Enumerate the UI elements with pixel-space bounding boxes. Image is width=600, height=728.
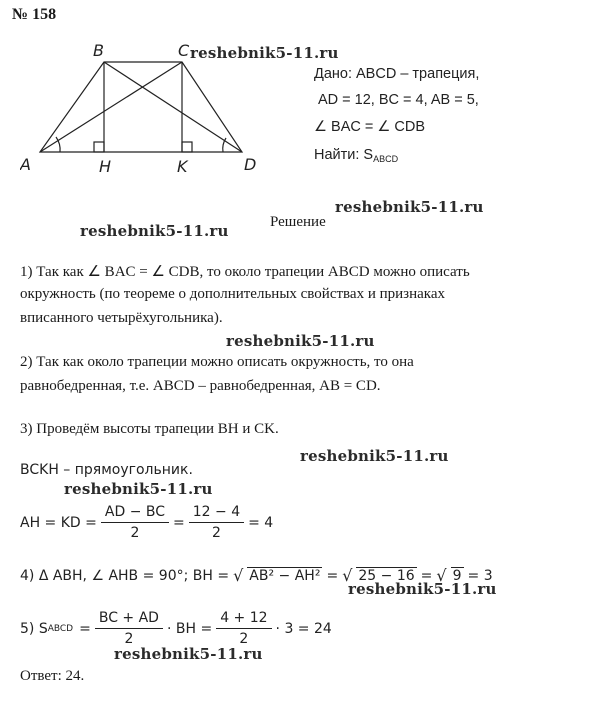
find-line xyxy=(314,147,398,164)
ah-num-1: AD − BC xyxy=(101,504,169,523)
step2-line-1: 2) Так как около трапеции можно описать окружность, то она xyxy=(20,354,414,370)
ah-lhs: AH = KD = xyxy=(20,514,97,531)
ah-formula xyxy=(20,504,273,541)
step4-radicand-2: 25 − 16 xyxy=(358,568,415,584)
ah-num-2: 12 − 4 xyxy=(189,504,244,523)
solution-heading: Решение xyxy=(270,214,326,230)
step5-result: · 3 = 24 xyxy=(275,620,332,637)
step4-formula xyxy=(20,566,493,585)
label-b: B xyxy=(93,41,104,60)
step4-eq-2: = xyxy=(420,567,433,584)
watermark-1: reshebnik5-11.ru xyxy=(190,44,339,62)
ah-fraction-2 xyxy=(189,504,244,541)
watermark-7: reshebnik5-11.ru xyxy=(348,580,497,598)
watermark-4: reshebnik5-11.ru xyxy=(226,332,375,350)
step5-fraction-1 xyxy=(95,610,163,647)
ah-fraction-1 xyxy=(101,504,169,541)
step5-den-2: 2 xyxy=(239,631,249,647)
step4-radicand-1: AB² − AH² xyxy=(249,568,321,584)
bckh-line: BCKH – прямоугольник. xyxy=(20,462,193,478)
step4-radicand-3: 9 xyxy=(452,568,462,584)
sqrt-icon: √ xyxy=(436,566,447,585)
step5-formula xyxy=(20,610,332,647)
step3-line: 3) Проведём высоты трапеции BH и CK. xyxy=(20,421,279,437)
right-angle-h xyxy=(94,142,104,152)
diagonal-bd xyxy=(104,62,242,152)
label-k: K xyxy=(177,157,188,176)
step5-subscript: ABCD xyxy=(47,623,74,634)
watermark-3: reshebnik5-11.ru xyxy=(80,222,229,240)
ah-den-2: 2 xyxy=(211,525,221,541)
sqrt-icon: √ xyxy=(342,566,353,585)
ah-equals: = xyxy=(173,514,185,531)
step5-num-2: 4 + 12 xyxy=(216,610,271,629)
answer-line: Ответ: 24. xyxy=(20,668,85,684)
step1-line-1: 1) Так как ∠ BAC = ∠ CDB, то около трапеции ABCD можно описать xyxy=(20,264,470,280)
step5-fraction-2 xyxy=(216,610,271,647)
step4-result: = 3 xyxy=(467,567,493,584)
watermark-6: reshebnik5-11.ru xyxy=(64,480,213,498)
ah-den-1: 2 xyxy=(130,525,140,541)
diagonal-ac xyxy=(40,62,182,152)
step1-line-3: вписанного четырёхугольника). xyxy=(20,310,223,326)
find-prefix: Найти: S xyxy=(314,147,374,163)
given-line-1: Дано: ABCD – трапеция, xyxy=(314,66,480,82)
label-c: C xyxy=(178,41,190,60)
step2-line-2: равнобедренная, т.е. ABCD – равнобедренная, AB = CD. xyxy=(20,378,381,394)
step5-equals: = xyxy=(79,620,91,637)
right-angle-k xyxy=(182,142,192,152)
given-line-2: AD = 12, BC = 4, AB = 5, xyxy=(318,92,479,108)
given-line-3: ∠ BAC = ∠ CDB xyxy=(314,119,426,135)
watermark-5: reshebnik5-11.ru xyxy=(300,447,449,465)
step5-prefix: 5) S xyxy=(20,620,48,637)
trapezoid-outline xyxy=(40,62,242,152)
step1-line-2: окружность (по теореме о дополнительных свойствах и признаках xyxy=(20,286,445,302)
step4-prefix: 4) Δ ABH, ∠ AHB = 90°; BH = xyxy=(20,567,230,584)
label-d: D xyxy=(244,155,257,174)
problem-number: № 158 xyxy=(12,6,57,23)
label-h: H xyxy=(99,157,112,176)
sqrt-icon: √ xyxy=(233,566,244,585)
step5-num-1: BC + AD xyxy=(95,610,163,629)
watermark-2: reshebnik5-11.ru xyxy=(335,198,484,216)
step4-eq-1: = xyxy=(326,567,339,584)
ah-result: = 4 xyxy=(248,514,274,531)
watermark-8: reshebnik5-11.ru xyxy=(114,645,263,663)
step5-mid: · BH = xyxy=(166,620,213,637)
label-a: A xyxy=(20,155,31,174)
step5-den-1: 2 xyxy=(124,631,134,647)
find-subscript: ABCD xyxy=(373,154,399,164)
